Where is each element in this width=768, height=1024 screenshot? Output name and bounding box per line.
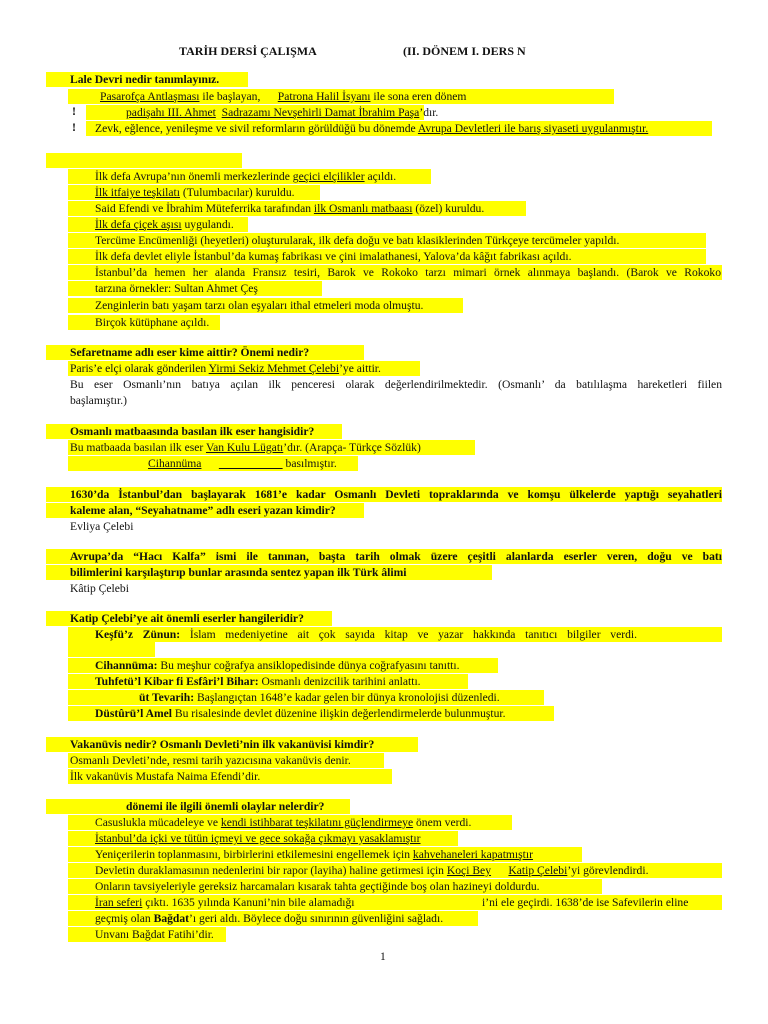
event-item: İstanbul’da içki ve tütün içmeyi ve gece sokağa çıkmayı yasaklamıştır bbox=[95, 832, 421, 845]
feature-item: Zenginlerin batı yaşam tarzı olan eşyaları ithal etmeleri moda olmuştu. bbox=[95, 299, 424, 312]
lale-line-3: Zevk, eğlence, yenileşme ve sivil reformların görüldüğü bu dönemde Avrupa Devletleri ile barış siyaseti uygulanmıştır. bbox=[95, 122, 649, 135]
answer-line: Bu eser Osmanlı’nın batıya açılan ilk penceresi olarak değerlendirilmektedir. (Osmanlı’ da batılılaşma hareketleri fiilen bbox=[70, 378, 722, 391]
exclamation-icon: ! bbox=[72, 120, 76, 134]
event-item: geçmiş olan Bağdat’ı geri aldı. Böylece doğu sınırının güvenliğini sağladı. bbox=[95, 912, 444, 925]
answer-line: Evliya Çelebi bbox=[70, 520, 134, 533]
feature-item: Said Efendi ve İbrahim Müteferrika tarafından ilk Osmanlı matbaası (özel) kuruldu. bbox=[95, 202, 485, 215]
event-item: İran seferi çıktı. 1635 yılında Kanuni’nin bile alamadığı bbox=[95, 896, 355, 909]
highlighted-blank bbox=[68, 642, 155, 657]
work-item: Keşfü’z Zünun: İslam medeniyetine ait çok sayıda kitap ve yazar hakkında tanıtıcı bilgiler verdi. bbox=[95, 628, 637, 641]
answer-line: Bu matbaada basılan ilk eser Van Kulu Lügatı’dır. (Arapça- Türkçe Sözlük) bbox=[70, 441, 421, 454]
highlighted-blank bbox=[46, 153, 242, 168]
question-lale-devri: Lale Devri nedir tanımlayınız. bbox=[70, 73, 220, 86]
work-item: Cihannüma: Bu meşhur coğrafya ansiklopedisinde dünya coğrafyasını tanıttı. bbox=[95, 659, 460, 672]
question-katip: Avrupa’da “Hacı Kalfa” ismi ile tanınan, başta tarih olmak üzere çeşitli alanlarda eserler veren, doğu ve batı bbox=[70, 550, 722, 563]
page-number: 1 bbox=[380, 950, 386, 963]
feature-item: İlk defa Avrupa’nın önemli merkezlerinde geçici elçilikler açıldı. bbox=[95, 170, 397, 183]
question-matbaa: Osmanlı matbaasında basılan ilk eser hangisidir? bbox=[70, 425, 315, 438]
feature-item: İstanbul’da hemen her alanda Fransız tesiri, Barok ve Rokoko tarzı mimari örnek alınmaya başlandı. (Barok ve Rokoko bbox=[95, 266, 721, 279]
question-evliya: 1630’da İstanbul’dan başlayarak 1681’e kadar Osmanlı Devleti topraklarında ve komşu ülkelerde yaptığı seyahatleri bbox=[70, 488, 722, 501]
event-item: Onların tavsiyeleriyle gereksiz harcamaları kısarak tahta geçtiğinde boş olan hazineyi doldurdu. bbox=[95, 880, 540, 893]
lale-line-2: padişahı III. Ahmet Sadrazamı Nevşehirli Damat İbrahim Paşa’dır. bbox=[126, 106, 439, 119]
event-item: Casuslukla mücadeleye ve kendi istihbarat teşkilatını güçlendirmeye önem verdi. bbox=[95, 816, 472, 829]
document-subtitle: (II. DÖNEM I. DERS N bbox=[403, 44, 526, 58]
work-item: Düstûrü’l Amel Bu risalesinde devlet düzenine ilişkin değerlendirmelerde bulunmuştur. bbox=[95, 707, 506, 720]
event-item-continued: i’ni ele geçirdi. 1638’de ise Safevilerin eline bbox=[482, 896, 689, 909]
lale-line-1: Pasarofça Antlaşması ile başlayan, Patrona Halil İsyanı ile sona eren dönem bbox=[100, 90, 467, 103]
question-katip-cont: bilimlerini karşılaştırıp bunlar arasında sentez yapan ilk Türk âlimi bbox=[70, 566, 407, 579]
event-item: Devletin duraklamasının nedenlerini bir rapor (layiha) haline getirmesi için Koçi Bey Katip Çelebi’yi görevlendirdi. bbox=[95, 864, 649, 877]
question-sefaretname: Sefaretname adlı eser kime aittir? Önemi nedir? bbox=[70, 346, 310, 359]
answer-line: Paris’e elçi olarak gönderilen Yirmi Sekiz Mehmet Çelebi’ye aittir. bbox=[70, 362, 381, 375]
question-works: Katip Çelebi’ye ait önemli eserler hangileridir? bbox=[70, 612, 304, 625]
question-evliya-cont: kaleme alan, “Seyahatname” adlı eseri yazan kimdir? bbox=[70, 504, 336, 517]
answer-line: Cihannüma basılmıştır. bbox=[148, 457, 337, 470]
answer-line: İlk vakanüvis Mustafa Naima Efendi’dir. bbox=[70, 770, 261, 783]
feature-item: Tercüme Encümenliği (heyetleri) oluşturularak, ilk defa doğu ve batı klasiklerinden Türkçeye tercümeler yapıldı. bbox=[95, 234, 620, 247]
question-era-events: dönemi ile ilgili önemli olaylar nelerdir? bbox=[126, 800, 325, 813]
answer-line: Kâtip Çelebi bbox=[70, 582, 129, 595]
feature-item: İlk defa çiçek aşısı uygulandı. bbox=[95, 218, 234, 231]
work-item: üt Tevarih: Başlangıçtan 1648’e kadar gelen bir dünya kronolojisi düzenledi. bbox=[139, 691, 500, 704]
answer-line: Osmanlı Devleti’nde, resmi tarih yazıcısına vakanüvis denir. bbox=[70, 754, 351, 767]
event-item: Unvanı Bağdat Fatihi’dir. bbox=[95, 928, 214, 941]
feature-item: İlk itfaiye teşkilatı (Tulumbacılar) kuruldu. bbox=[95, 186, 295, 199]
feature-item-continued: tarzına örnekler: Sultan Ahmet Çeş bbox=[95, 282, 258, 295]
document-title: TARİH DERSİ ÇALIŞMA bbox=[179, 44, 317, 58]
feature-item: İlk defa devlet eliyle İstanbul’da kumaş fabrikası ve çini imalathanesi, Yalova’da kâğıt fabrikası açıldı. bbox=[95, 250, 572, 263]
exclamation-icon: ! bbox=[72, 104, 76, 118]
answer-line: başlamıştır.) bbox=[70, 394, 127, 407]
question-vakanuvis: Vakanüvis nedir? Osmanlı Devleti’nin ilk vakanüvisi kimdir? bbox=[70, 738, 375, 751]
work-item: Tuhfetü’l Kibar fi Esfâri’l Bihar: Osmanlı denizcilik tarihini anlattı. bbox=[95, 675, 421, 688]
feature-item: Birçok kütüphane açıldı. bbox=[95, 316, 210, 329]
event-item: Yeniçerilerin toplanmasını, birbirlerini etkilemesini engellemek için kahvehaneleri kapatmıştır bbox=[95, 848, 533, 861]
